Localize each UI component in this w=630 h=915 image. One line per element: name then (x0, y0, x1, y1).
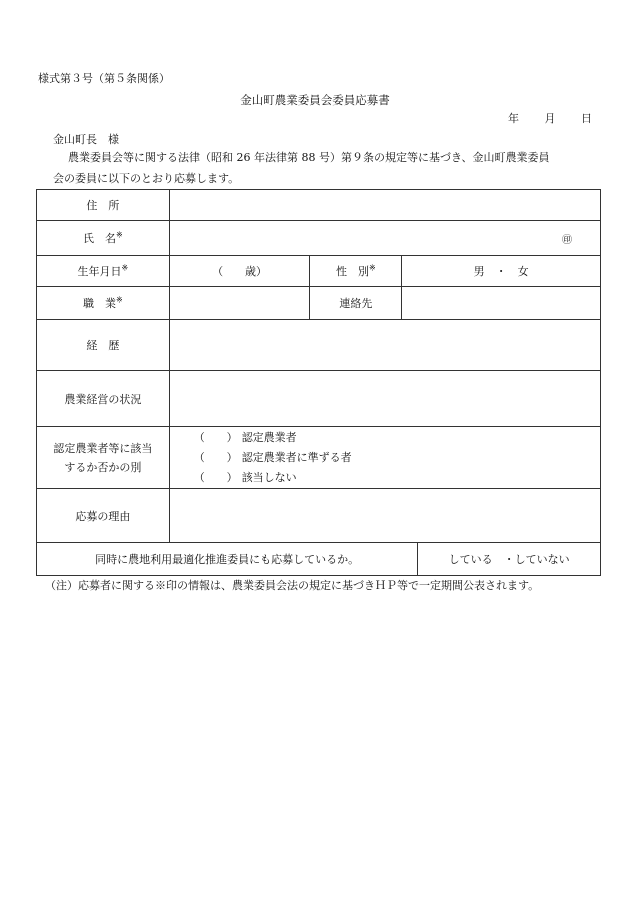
certified-option-3[interactable]: （ ） 該当しない (193, 470, 297, 484)
row-farming (37, 371, 601, 427)
footnote: （注）応募者に関する※印の情報は、農業委員会法の規定に基づきＨＰ等で一定期間公表されます。 (45, 579, 540, 592)
intro-line-2: 会の委員に以下のとおり応募します。 (53, 172, 240, 185)
date-line (486, 113, 592, 124)
birth-mark: ※ (121, 263, 129, 273)
name-field[interactable] (169, 221, 600, 256)
date-year: 年 (508, 112, 519, 125)
row-reason (37, 489, 601, 543)
addressee: 金山町長 様 (53, 133, 119, 146)
career-label: 経 歴 (37, 320, 170, 371)
row-certified (37, 427, 601, 489)
name-label-cell (37, 221, 170, 256)
address-label: 住 所 (37, 190, 170, 221)
career-field[interactable] (169, 320, 600, 371)
concurrent-question: 同時に農地利用最適化推進委員にも応募しているか。 (37, 543, 418, 576)
gender-label-cell (310, 256, 402, 287)
date-month: 月 (544, 112, 556, 125)
birth-field[interactable] (169, 256, 310, 287)
page-title: 金山町農業委員会委員応募書 (240, 93, 390, 107)
certified-option-1[interactable]: （ ） 認定農業者 (193, 430, 297, 444)
name-label: 氏 名 (82, 232, 116, 245)
certified-option-2[interactable]: （ ） 認定農業者に準ずる者 (193, 450, 352, 464)
row-occupation-contact (37, 287, 601, 320)
intro-line-1: 農業委員会等に関する法律（昭和 26 年法律第 88 号）第９条の規定等に基づき、金山町農業委員 (68, 151, 550, 164)
address-field[interactable] (169, 190, 600, 221)
certified-label-line2: するか否かの別 (64, 460, 142, 474)
concurrent-answer[interactable]: している ・していない (418, 543, 601, 576)
occupation-label-cell (37, 287, 170, 320)
gender-field[interactable] (402, 256, 601, 287)
seal-mark: ㊞ (562, 234, 572, 246)
occupation-mark: ※ (115, 295, 123, 305)
row-birth-gender (37, 256, 601, 287)
age-text: （ 歳） (212, 265, 268, 278)
certified-options (169, 427, 600, 489)
occupation-label: 職 業 (82, 297, 116, 310)
reason-field[interactable] (169, 489, 600, 543)
row-concurrent (37, 543, 601, 576)
gender-mark: ※ (369, 263, 376, 273)
birth-label-cell (37, 256, 170, 287)
row-address (37, 190, 601, 221)
row-career (37, 320, 601, 371)
gender-label: 性 別 (336, 265, 370, 278)
certified-label (37, 427, 170, 489)
farming-field[interactable] (169, 371, 600, 427)
contact-field[interactable] (402, 287, 601, 320)
farming-label: 農業経営の状況 (37, 371, 170, 427)
date-day: 日 (581, 112, 592, 125)
birth-label: 生年月日 (77, 265, 122, 278)
form-number: 様式第３号（第５条関係） (38, 72, 170, 85)
application-form-table (36, 189, 601, 576)
row-name (37, 221, 601, 256)
occupation-field[interactable] (169, 287, 310, 320)
certified-label-line1: 認定農業者等に該当 (53, 441, 153, 455)
contact-label: 連絡先 (310, 287, 402, 320)
name-mark: ※ (115, 230, 123, 240)
reason-label: 応募の理由 (37, 489, 170, 543)
gender-options: 男 ・ 女 (473, 265, 529, 278)
